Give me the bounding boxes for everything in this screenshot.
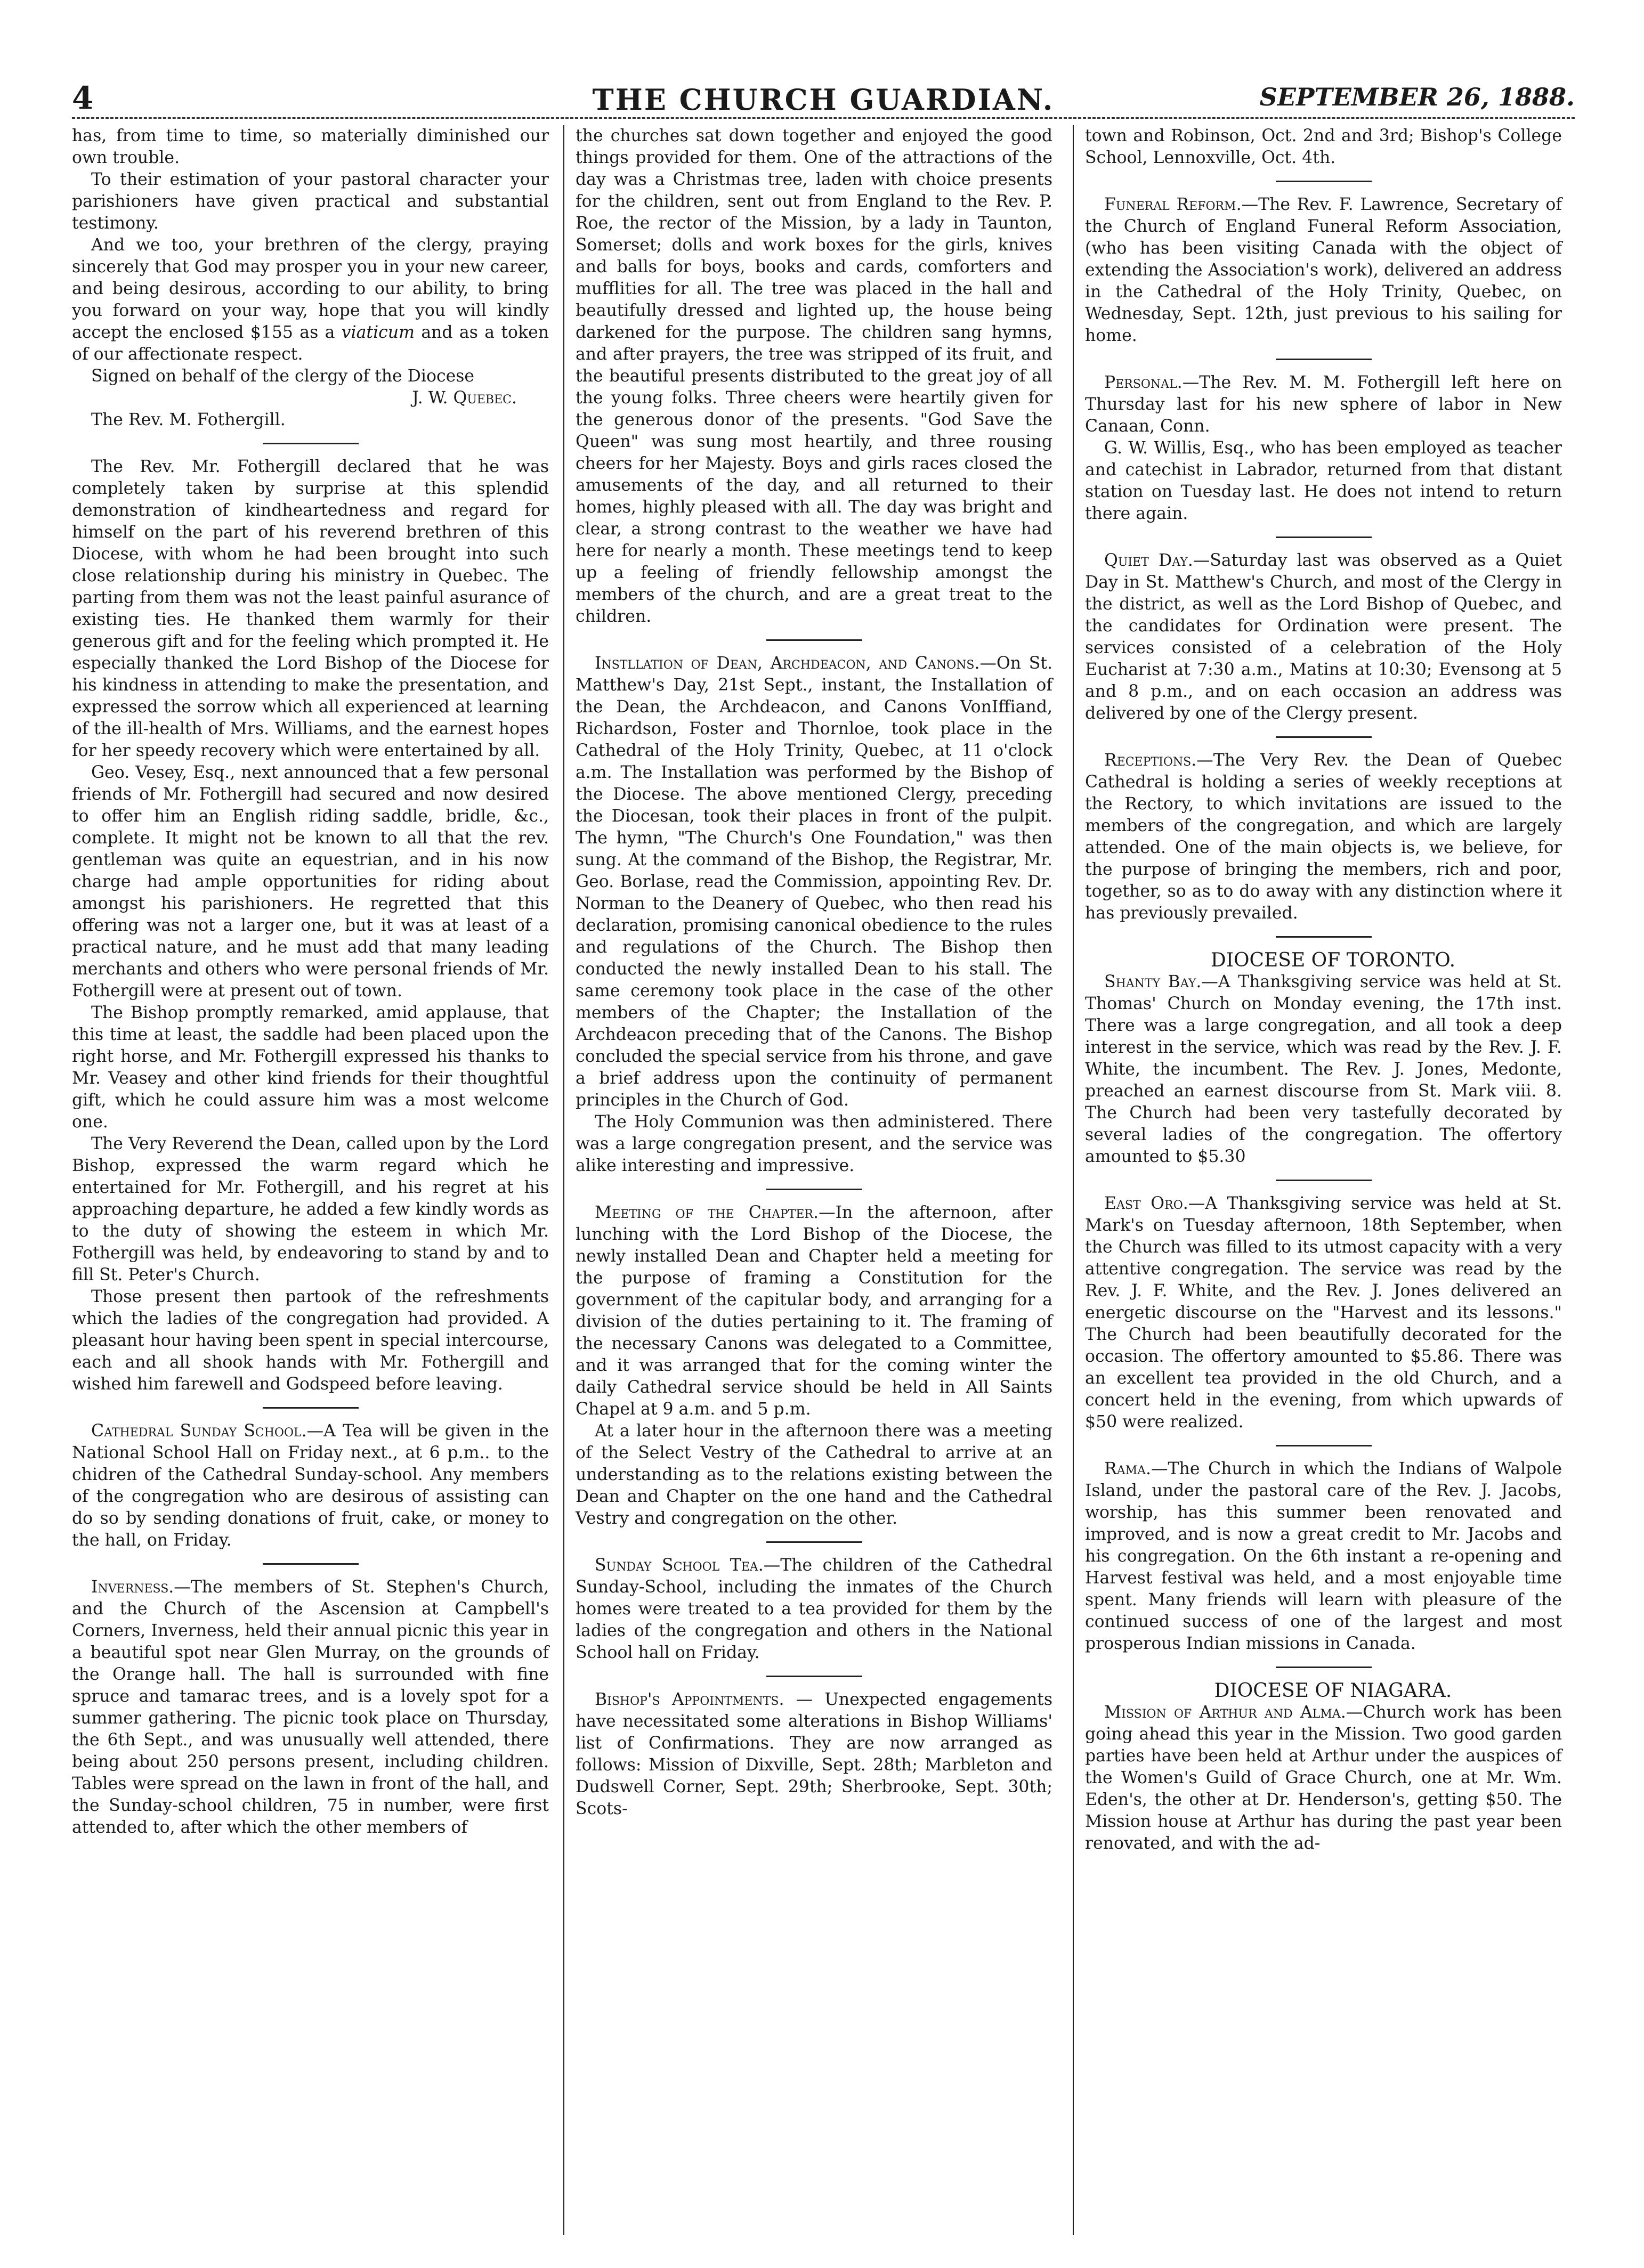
column-divider <box>563 125 564 2235</box>
paragraph: town and Robinson, Oct. 2nd and 3rd; Bishop's College School, Lennoxville, Oct. 4th. <box>1085 126 1562 167</box>
article-title: East Oro. <box>1104 1194 1188 1213</box>
article-body: —Saturday last was observed as a Quiet Day in St. Matthew's Church, and most of the Clergy in the district, as well as the Lord Bishop of Quebec, and the candidates for Ordination were present. The services consisted of a celebration of the Holy Eucharist at 7:30 a.m., Matins at 10:30; Evensong at 5 and 8 p.m., and on each occasion an address was delivered by one of the Clergy present. <box>1085 551 1562 723</box>
section-rule <box>766 1541 862 1543</box>
italic-text: viaticum <box>341 323 415 342</box>
masthead-title: THE CHURCH GUARDIAN. <box>592 83 1055 117</box>
article-body: —On St. Matthew's Day, 21st Sept., instant, the Installation of the Dean, the Archdeacon, and Canons VonIffiand, Richardson, Foster and Thornloe, took place in the Cathedral of the Holy Trinity, Quebec, at 11 o'clock a.m. The Installation was performed by the Bishop of the Diocese. The above mentioned Clergy, preceding the Diocesan, took their places in front of the pulpit. The hymn, "The Church's One Foundation," was then sung. At the command of the Bishop, the Registrar, Mr. Geo. Borlase, read the Commission, appointing Rev. Dr. Norman to the Deanery of Quebec, who then read his declaration, promising canonical obedience to the rules and regulations of the Church. The Bishop then conducted the newly installed Dean to his stall. The same ceremony took place in the case of the other members of the Chapter; the Installation of the Archdeacon preceding that of the Canons. The Bishop concluded the special service from his throne, and gave a brief address upon the continuity of permanent principles in the Church of God. <box>576 654 1052 1110</box>
article <box>1085 1458 1562 1655</box>
article-title: Sunday School Tea. <box>595 1556 764 1575</box>
paragraph: The Holy Communion was then administered. There was a large congregation present, and the service was alike interesting and impressive. <box>576 1112 1052 1175</box>
paragraph: G. W. Willis, Esq., who has been employed as teacher and catechist in Labrador, returned from that distant station on Tuesday last. He does not intend to return there again. <box>1085 438 1562 523</box>
section-rule <box>766 639 862 641</box>
paragraph: The Bishop promptly remarked, amid applause, that this time at least, the saddle had been placed upon the right horse, and Mr. Fothergill expressed his thanks to Mr. Veasey and other kind friends for their thoughtful gift, which he could assure him was a most welcome one. <box>72 1003 549 1132</box>
column-2 <box>576 125 1052 1820</box>
article <box>1085 550 1562 725</box>
paragraph: Geo. Vesey, Esq., next announced that a few personal friends of Mr. Fothergill had secured and now desired to offer him an English riding saddle, bridle, &c., complete. It might not be known to all that the rev. gentleman was quite an equestrian, and in his now charge had ample opportunities for riding about amongst his parishioners. He regretted that this offering was not a larger one, but it was at least of a practical nature, and he must add that many leading merchants and others who were personal friends of Mr. Fothergill were at present out of town. <box>72 763 549 1001</box>
article <box>576 653 1052 1111</box>
section-rule <box>1276 736 1372 738</box>
article <box>1085 1193 1562 1433</box>
addressee: The Rev. M. Fothergill. <box>91 410 286 429</box>
paragraph: To their estimation of your pastoral character your parishioners have given practical and substantial testimony. <box>72 170 549 233</box>
section-rule <box>1276 936 1372 938</box>
article <box>72 1420 549 1551</box>
article-body: —In the afternoon, after lunching with the Lord Bishop of the Diocese, the newly installed Dean and Chapter held a meeting for the purpose of framing a Constitution for the government of the capitular body, and arranging for a division of the duties pertaining to it. The framing of the necessary Canons was delegated to a Committee, and it was arranged that for the coming winter the daily Cathedral service should be held in All Saints Chapel at 9 a.m. and 5 p.m. <box>576 1203 1053 1419</box>
section-rule <box>766 1189 862 1190</box>
paragraph: Those present then partook of the refreshments which the ladies of the congregation had provided. A pleasant hour having been spent in special intercourse, each and all shook hands with Mr. Fothergill and wished him farewell and Godspeed before leaving. <box>72 1287 549 1394</box>
page-header <box>72 80 1575 119</box>
section-rule <box>263 1407 359 1409</box>
section-rule <box>766 1676 862 1677</box>
article <box>1085 372 1562 437</box>
text-run: And we too, your brethren of the clergy, praying sincerely that God may prosper you in your new career, and being desirous, according to our ability, to bring you forward on your way, hope that you will kindly accept the enclosed $155 as a <box>72 235 549 342</box>
paragraph: has, from time to time, so materially diminished our own trouble. <box>72 126 549 167</box>
article-title: Meeting of the Chapter. <box>595 1203 819 1222</box>
text-run: and as a token of our affectionate respect. <box>72 323 549 364</box>
article <box>576 1555 1052 1664</box>
paragraph: the churches sat down together and enjoyed the good things provided for them. One of the attractions of the day was a Christmas tree, laden with choice presents for the children, sent out from England to the Rev. P. Roe, the rector of the Mission, by a lady in Taunton, Somerset; dolls and work boxes for the girls, knives and balls for boys, books and cards, comforters and mufflities for all. The tree was placed in the hall and beautifully dressed and lighted up, the house being darkened for the purpose. The children sang hymns, and after prayers, the tree was stripped of its fruit, and the beautiful presents distributed to the great joy of all the young folks. Three cheers were heartily given for the generous donor of the presents. "God Save the Queen" was sung most heartily, and three rousing cheers for her Majesty. Boys and girls races closed the amusements of the day, and all returned to their homes, highly pleased with all. The day was bright and clear, a strong contrast to the weather we have had here for nearly a month. These meetings tend to keep up a feeling of friendly fellowship amongst the members of the church, and are a great treat to the children. <box>576 126 1052 626</box>
section-rule <box>1276 1667 1372 1668</box>
article-title: Inverness. <box>91 1578 174 1597</box>
article <box>576 1689 1052 1820</box>
section-rule <box>263 443 359 444</box>
article-body: —The Church in which the Indians of Walpole Island, under the pastoral care of the Rev. J. Jacobs, worship, has this summer been renovated and improved, and is now a great credit to Mr. Jacobs and his congregation. On the 6th instant a re-opening and Harvest festival was held, and a most enjoyable time spent. Many friends will learn with pleasure of the continued success of one of the largest and most prosperous Indian missions in Canada. <box>1085 1459 1562 1653</box>
column-divider <box>1073 125 1074 2235</box>
article-title: Receptions. <box>1104 751 1197 770</box>
article-title: Cathedral Sunday School. <box>91 1421 307 1441</box>
section-rule <box>1276 1180 1372 1181</box>
article-title: Bishop's Appointments. <box>595 1690 784 1709</box>
paragraph: Signed on behalf of the clergy of the Diocese <box>91 367 475 386</box>
paragraph: The Rev. Mr. Fothergill declared that he was completely taken by surprise at this splendid demonstration of kindheartedness and regard for himself on the part of his reverend brethren of this Diocese, with whom he had been brought into such close relationship during his ministry in Quebec. The parting from them was not the least painful asurance of existing ties. He thanked them warmly for their generous gift and for the feeling which prompted it. He especially thanked the Lord Bishop of the Diocese for his kindness in attending to make the presentation, and expressed the sorrow which all experienced at learning of the ill-health of Mrs. Williams, and the earnest hopes for her speedy recovery which were entertained by all. <box>72 457 549 760</box>
column-1 <box>72 125 549 1839</box>
article-title: Personal. <box>1104 373 1183 392</box>
diocese-heading: DIOCESE OF NIAGARA. <box>1214 1680 1452 1702</box>
section-rule <box>1276 359 1372 360</box>
diocese-heading: DIOCESE OF TORONTO. <box>1210 949 1456 971</box>
article-title: Funeral Reform. <box>1104 195 1242 214</box>
article-body: —A Thanksgiving service was held at St. Thomas' Church on Monday evening, the 17th inst. There was a large congregation, and all took a deep interest in the service, which was read by the Rev. J. F. White, the incumbent. The Rev. J. Jones, Medonte, preached an earnest discourse from St. Mark viii. 8. The Church had been very tastefully decorated by several ladies of the congregation. The offertory amounted to $5.30 <box>1085 972 1562 1166</box>
article <box>1085 750 1562 924</box>
paragraph: At a later hour in the afternoon there was a meeting of the Select Vestry of the Cathedral to arrive at an understanding as to the relations existing between the Dean and Chapter on the one hand and the Cathedral Vestry and congregation on the other. <box>576 1421 1052 1528</box>
section-rule <box>1276 536 1372 538</box>
article-title: Mission of Arthur and Alma. <box>1104 1703 1346 1722</box>
article-body: —The Rev. M. M. Fothergill left here on Thursday last for his new sphere of labor in New Canaan, Conn. <box>1085 373 1562 436</box>
article-title: Shanty Bay. <box>1104 972 1202 991</box>
article-title: Rama. <box>1104 1459 1152 1478</box>
article-body: —Church work has been going ahead this year in the Mission. Two good garden parties have been held at Arthur under the auspices of the Women's Guild of Grace Church, one at Mr. Wm. Eden's, the other at Dr. Henderson's, getting $50. The Mission house at Arthur has during the past year been renovated, and with the ad- <box>1085 1703 1562 1853</box>
article-body: —The Rev. F. Lawrence, Secretary of the Church of England Funeral Reform Association, (who has been visiting Canada with the object of extending the Association's work), delivered an address in the Cathedral of the Holy Trinity, Quebec, on Wednesday, Sept. 12th, just previous to his sailing for home. <box>1085 195 1562 345</box>
article-body: — Unexpected engagements have necessitated some alterations in Bishop Williams' list of Confirmations. They are now arranged as follows: Mission of Dixville, Sept. 28th; Marbleton and Dudswell Corner, Sept. 29th; Sherbrooke, Sept. 30th; Scots- <box>576 1690 1053 1818</box>
section-rule <box>263 1563 359 1565</box>
article <box>72 1576 549 1839</box>
signature: J. W. Quebec. <box>412 388 517 408</box>
article <box>1085 1702 1562 1855</box>
article-title: Instllation of Dean, Archdeacon, and Canons. <box>595 654 980 673</box>
article-body: —The members of St. Stephen's Church, and the Church of the Ascension at Campbell's Corners, Inverness, held their annual picnic this year in a beautiful spot near Glen Murray, on the grounds of the Orange hall. The hall is surrounded with fine spruce and tamarac trees, and is a lovely spot for a summer gathering. The picnic took place on Thursday, the 6th Sept., and was unusually well attended, there being about 250 persons present, including children. Tables were spread on the lawn in front of the hall, and the Sunday-school children, 75 in number, were first attended to, after which the other members of <box>72 1578 549 1837</box>
paragraph: The Very Reverend the Dean, called upon by the Lord Bishop, expressed the warm regard which he entertained for Mr. Fothergill, and his regret at his approaching departure, he added a few kindly words as to the duty of showing the esteem in which Mr. Fothergill was held, by endeavoring to stand by and to fill St. Peter's Church. <box>72 1134 549 1285</box>
paragraph <box>72 234 549 365</box>
article-body: —The Very Rev. the Dean of Quebec Cathedral is holding a series of weekly receptions at the Rectory, to which invitations are issued to the members of the congregation, and which are largely attended. One of the main objects is, we believe, for the purpose of bringing the members, rich and poor, together, so as to do away with any distinction where it has previously prevailed. <box>1085 751 1562 923</box>
issue-date: SEPTEMBER 26, 1888. <box>1259 83 1575 111</box>
article-body: —A Thanksgiving service was held at St. Mark's on Tuesday afternoon, 18th September, when the Church was filled to its utmost capacity with a very attentive congregation. The service was read by the Rev. J. F. White, and the Rev. J. Jones delivered an energetic discourse on the "Harvest and its lessons." The Church had been beautifully decorated for the occasion. The offertory amounted to $5.86. There was an excellent tea provided in the old Church, and a concert held in the evening, from which upwards of $50 were realized. <box>1085 1194 1562 1432</box>
page-number: 4 <box>72 80 94 116</box>
section-rule <box>1276 181 1372 182</box>
section-rule <box>1276 1445 1372 1446</box>
column-3 <box>1085 125 1562 1855</box>
article <box>1085 194 1562 347</box>
article-body: —A Tea will be given in the National School Hall on Friday next., at 6 p.m.. to the chidren of the Cathedral Sunday-school. Any members of the congregation who are desirous of assisting can do so by sending donations of fruit, cake, or money to the hall, on Friday. <box>72 1421 549 1550</box>
article-title: Quiet Day. <box>1104 551 1193 570</box>
article <box>1085 971 1562 1168</box>
article-body: —The children of the Cathedral Sunday-School, including the inmates of the Church homes were treated to a tea provided for them by the ladies of the congregation and others in the National School hall on Friday. <box>576 1556 1052 1662</box>
article <box>576 1202 1052 1420</box>
